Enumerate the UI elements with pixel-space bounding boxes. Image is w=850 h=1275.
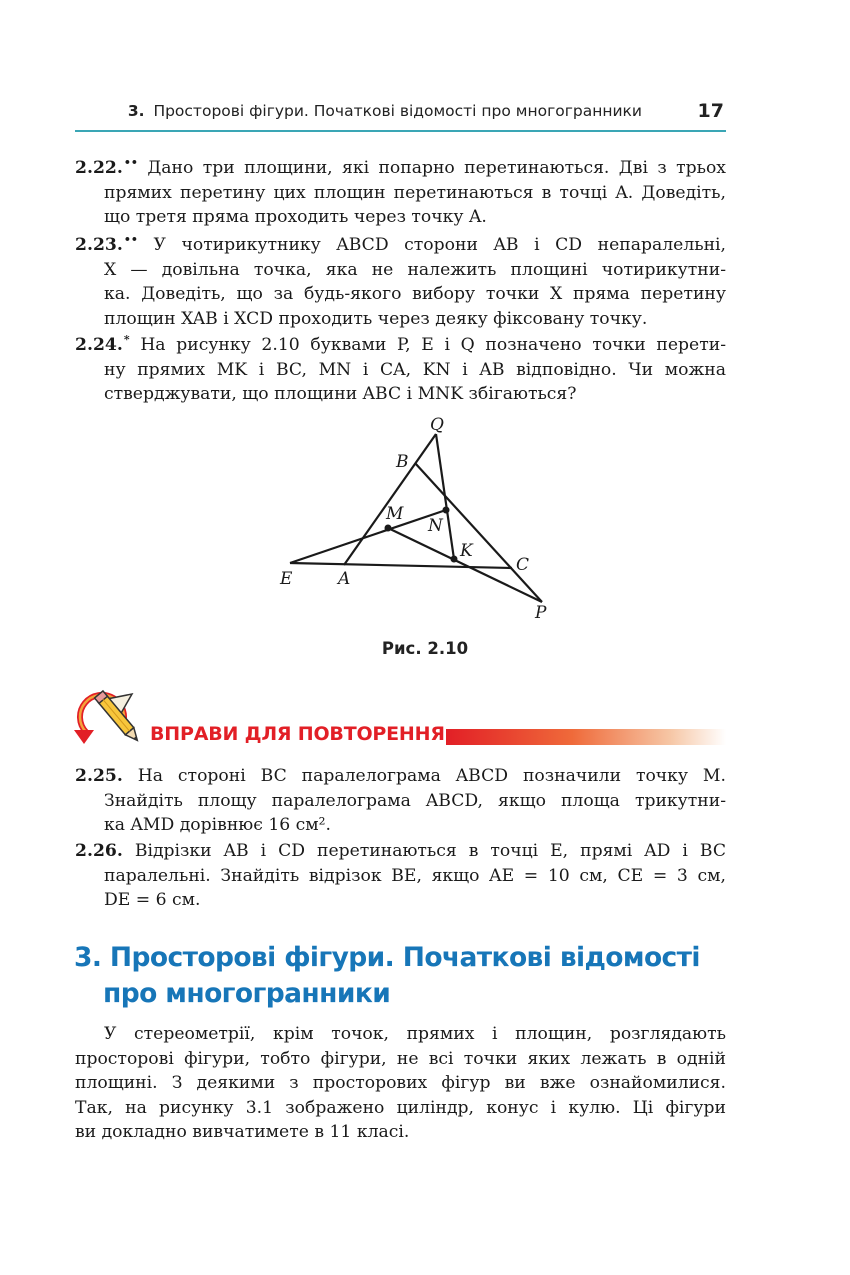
exercise-2-26 <box>75 839 726 913</box>
problem-text-line: що третя пряма проходить через точку A. <box>104 207 487 227</box>
figure-2-10 <box>270 410 570 625</box>
problem-text-line: ну прямих MK і BC, MN і CA, KN і AB відповідно. Чи можна <box>104 359 726 380</box>
problem-text-line: стверджувати, що площини ABC і MNK збігаються? <box>104 384 577 404</box>
gradient-rule <box>446 729 726 745</box>
exercise-text-line: Знайдіть площу паралелограма ABCD, якщо площа трикутни- <box>104 790 726 811</box>
running-head-chapter-title: Просторові фігури. Початкові відомості про многогранники <box>153 102 642 120</box>
paragraph-line: Так, на рисунку 3.1 зображено циліндр, конус і кулю. Ці фігури <box>75 1097 726 1118</box>
segment-QK <box>436 434 454 559</box>
section-paragraph <box>75 1022 726 1145</box>
label-N: N <box>428 516 443 536</box>
label-M: M <box>386 504 404 524</box>
exercise-text-line: На стороні BC паралелограма ABCD позначили точку M. <box>137 766 726 786</box>
problem-text-line: ка. Доведіть, що за будь-якого вибору точки X пряма перетину <box>104 284 726 304</box>
exercise-text-line: ка AMD дорівнює 16 см². <box>104 815 332 835</box>
problem-text-line: прямих перетину цих площин перетинаються в точці A. Доведіть, <box>104 182 726 203</box>
exercise-number: 2.25. <box>75 766 123 786</box>
label-P: P <box>535 603 547 623</box>
label-A: A <box>338 569 351 589</box>
problem-number: 2.23. <box>75 235 123 255</box>
problem-2-22 <box>75 151 726 230</box>
exercise-number: 2.26. <box>75 841 123 861</box>
problem-text-line: Дано три площини, які попарно перетинаються. Дві з трьох <box>147 158 726 178</box>
running-head-title <box>128 102 642 120</box>
point-M <box>385 525 392 532</box>
problem-number: 2.22. <box>75 158 123 178</box>
running-head-chapter-number: 3. <box>127 102 145 120</box>
section-heading-line1: 3. Просторові фігури. Початкові відомості <box>74 942 700 973</box>
exercise-text-line: Відрізки AB і CD перетинаються в точці E, прямі AD і BC <box>134 841 727 861</box>
figure-caption: Рис. 2.10 <box>381 639 469 658</box>
paragraph-line: ви докладно вивчатимете в 11 класі. <box>75 1122 410 1142</box>
problem-number: 2.24. <box>75 335 123 355</box>
running-head <box>75 100 726 132</box>
paragraph-line: У стереометрії, крім точок, прямих і площин, розглядають <box>104 1024 726 1044</box>
repeat-exercises-header <box>72 682 727 754</box>
pencil-compass-icon <box>72 682 152 754</box>
page-number: 17 <box>697 100 724 122</box>
segment-EC <box>290 563 512 568</box>
problem-text-line: площин XAB і XCD проходить через деяку фіксовану точку. <box>104 308 648 329</box>
problem-2-24 <box>75 328 726 407</box>
point-N <box>443 507 450 514</box>
exercise-text-line: паралельні. Знайдіть відрізок BE, якщо AE = 10 см, CE = 3 см, <box>104 865 726 886</box>
problem-2-23 <box>75 228 726 331</box>
problem-text-line: У чотирикутнику ABCD сторони AB і CD непаралельні, <box>153 235 727 255</box>
problem-text-line: На рисунку 2.10 буквами P, E і Q позначено точки перети- <box>140 335 726 355</box>
exercise-text-line: DE = 6 см. <box>104 890 201 910</box>
exercise-2-25 <box>75 764 726 838</box>
label-K: K <box>460 541 473 561</box>
section-heading <box>74 940 734 1012</box>
difficulty-mark: •• <box>123 233 138 246</box>
point-K <box>451 556 458 563</box>
label-E: E <box>280 569 293 589</box>
problem-text-line: X — довільна точка, яка не належить площині чотирикутни- <box>104 259 726 280</box>
label-C: C <box>516 555 530 575</box>
difficulty-mark: * <box>123 333 130 346</box>
segment-EN <box>290 510 446 563</box>
repeat-exercises-title: ВПРАВИ ДЛЯ ПОВТОРЕННЯ <box>150 723 445 745</box>
difficulty-mark: •• <box>123 156 138 169</box>
label-Q: Q <box>430 415 444 435</box>
label-B: B <box>396 452 409 472</box>
paragraph-line: просторові фігури, тобто фігури, не всі точки яких лежать в одній <box>75 1048 726 1069</box>
paragraph-line: площині. З деякими з просторових фігур ви вже ознайомилися. <box>75 1073 726 1093</box>
section-heading-line2: про многогранники <box>103 978 391 1009</box>
